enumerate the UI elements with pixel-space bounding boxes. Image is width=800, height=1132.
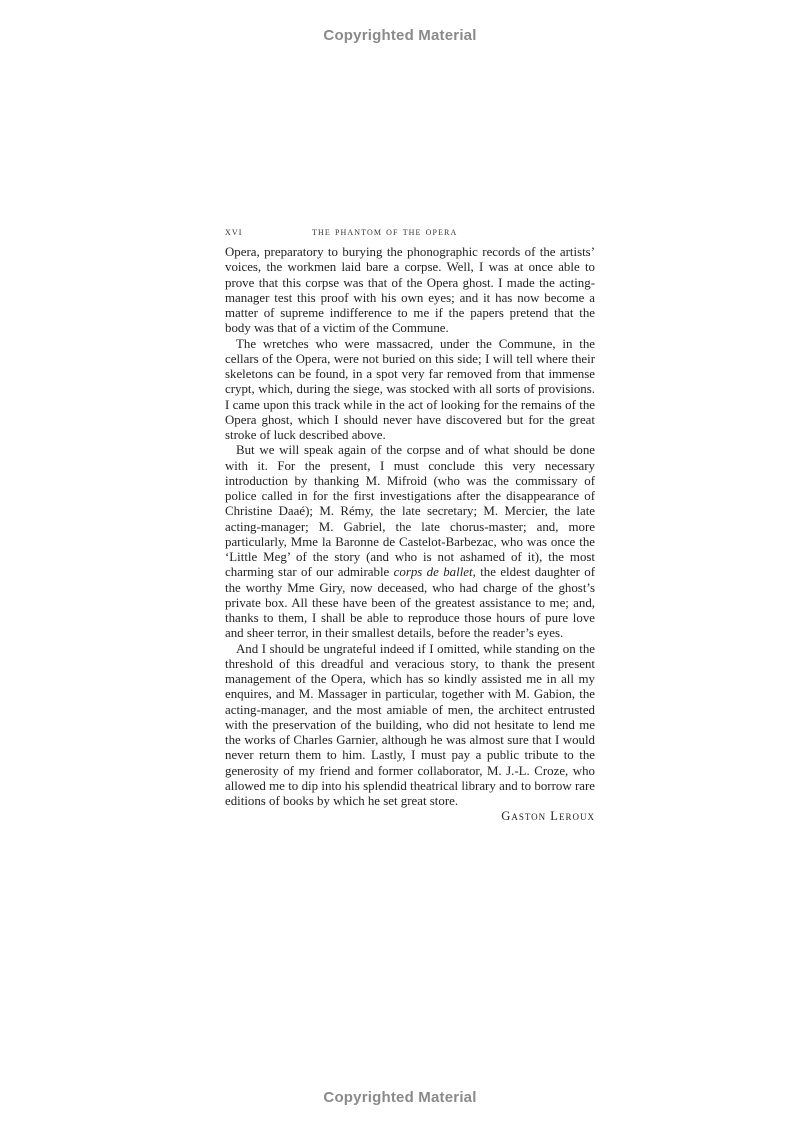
paragraph-3 <box>225 443 595 641</box>
body-text <box>225 245 595 809</box>
paragraph-3-text-before: But we will speak again of the corpse and of what should be done with it. For the present, I must conclude this very necessary introduction by thanking M. Mifroid (who was the commissary of police called in for the first investigations after the disappearance of Christine Daaé); M. Rémy, the late secretary; M. Mercier, the late acting-manager; M. Gabriel, the late chorus-master; and, more particularly, Mme la Baronne de Castelot-Barbezac, who was once the ‘Little Meg’ of the story (and who is not ashamed of it), the most charming star of our admirable <box>225 443 595 580</box>
page-number: xvi <box>225 224 243 238</box>
paragraph-3-text-after: , the eldest daughter of the worthy Mme Giry, now deceased, who had charge of the ghost’s private box. All these have been of the greatest assistance to me; and, thanks to them, I shall be able to reproduce those hours of pure love and sheer terror, in their smallest details, before the reader’s eyes. <box>225 565 595 641</box>
paragraph-1: Opera, preparatory to burying the phonographic records of the artists’ voices, the workmen laid bare a corpse. Well, I was at once able to prove that this corpse was that of the Opera ghost. I made the acting-manager test this proof with his own eyes; and it has now become a matter of supreme indifference to me if the papers pretend that the body was that of a victim of the Commune. <box>225 245 595 336</box>
watermark-bottom: Copyrighted Material <box>323 1089 477 1106</box>
paragraph-2: The wretches who were massacred, under the Commune, in the cellars of the Opera, were not buried on this side; I will tell where their skeletons can be found, in a spot very far removed from that immense crypt, which, during the siege, was stocked with all sorts of provisions. I came upon this track while in the act of looking for the remains of the Opera ghost, which I should never have discovered but for the great stroke of luck described above. <box>225 336 595 442</box>
running-head <box>225 224 595 241</box>
author-signature: Gaston Leroux <box>501 809 595 824</box>
watermark-top: Copyrighted Material <box>323 27 477 44</box>
running-head-title: the phantom of the opera <box>312 224 458 238</box>
paragraph-3-italic-phrase: corps de ballet <box>393 565 473 580</box>
page-text-block <box>225 224 595 825</box>
paragraph-4: And I should be ungrateful indeed if I omitted, while standing on the threshold of this dreadful and veracious story, to thank the present management of the Opera, which has so kindly assisted me in all my enquires, and M. Massager in particular, together with M. Gabion, the acting-manager, and the most amiable of men, the architect entrusted with the preservation of the building, who did not hesitate to lend me the works of Charles Garnier, although he was almost sure that I would never return them to him. Lastly, I must pay a public tribute to the generosity of my friend and former collaborator, M. J.-L. Croze, who allowed me to dip into his splendid theatrical library and to borrow rare editions of books by which he set great store. <box>225 641 595 808</box>
